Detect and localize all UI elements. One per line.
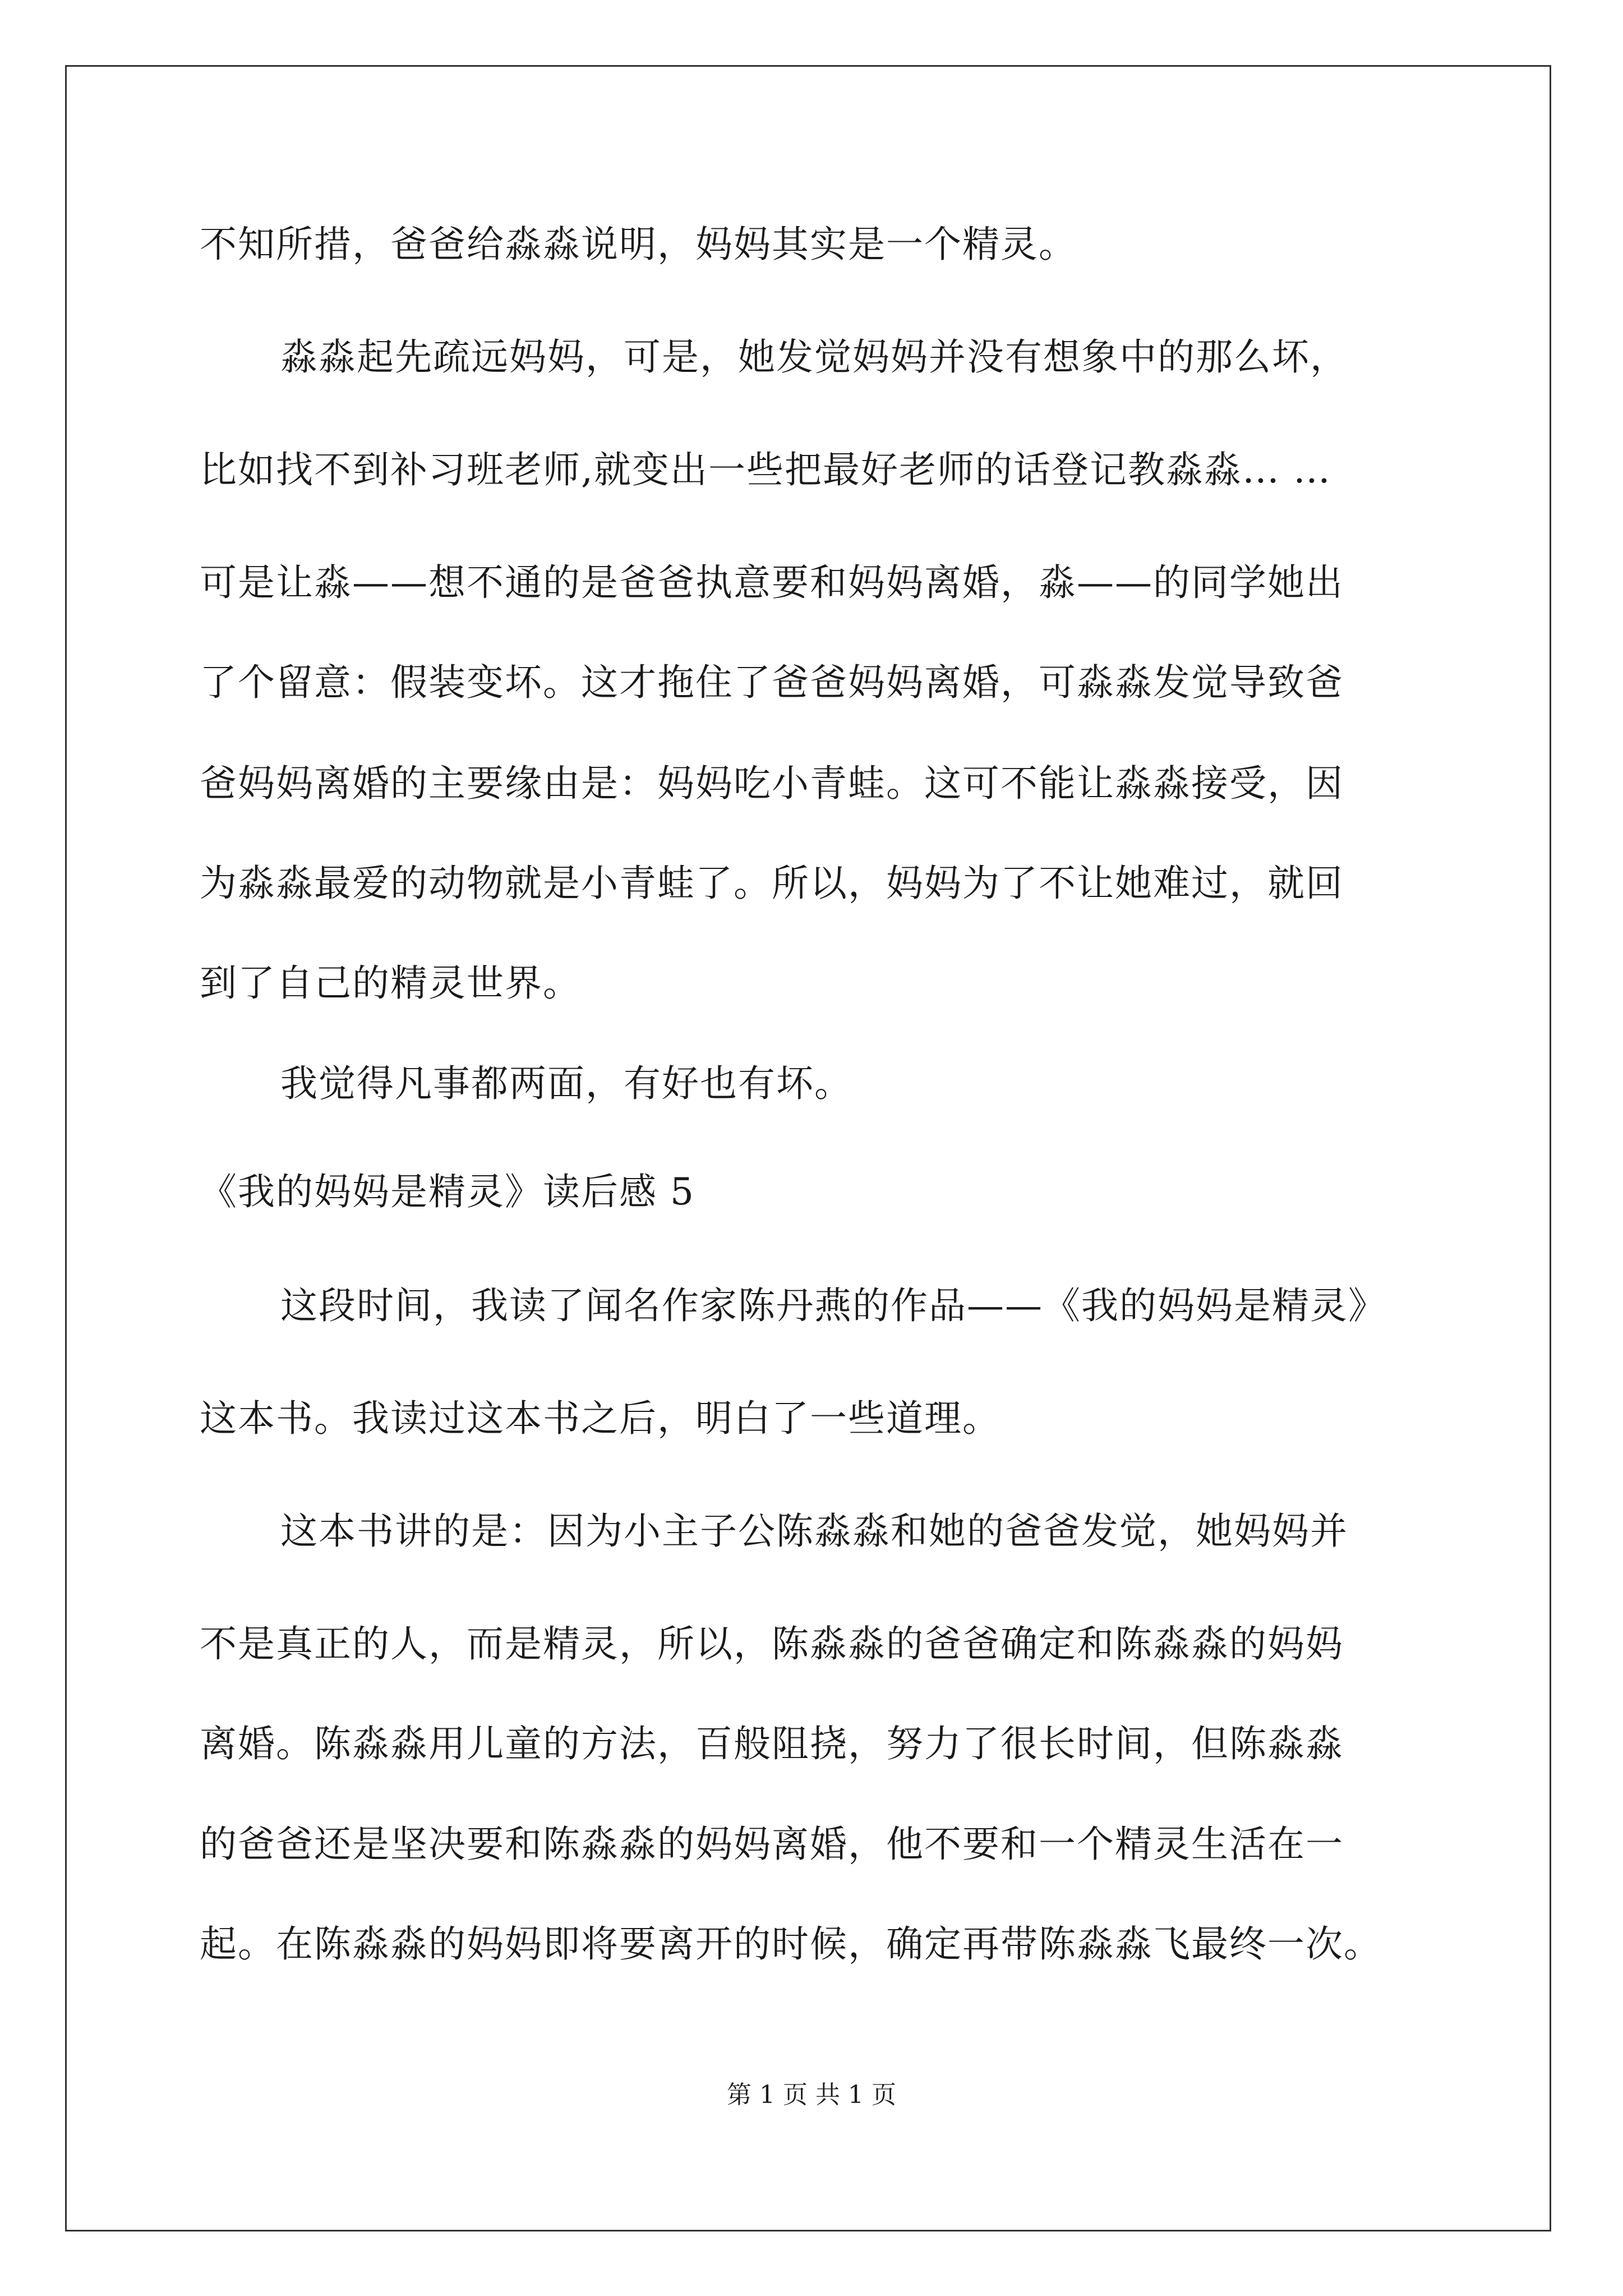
text-line: 了个留意：假装变坏。这才拖住了爸爸妈妈离婚，可淼淼发觉导致爸 [200,661,1344,704]
text-line: 为淼淼最爱的动物就是小青蛙了。所以，妈妈为了不让她难过，就回 [200,862,1344,905]
text-line: 到了自己的精灵世界。 [200,961,581,1005]
text-line: 不知所措，爸爸给淼淼说明，妈妈其实是一个精灵。 [200,223,1077,266]
text-line: 这本书。我读过这本书之后，明白了一些道理。 [200,1397,1000,1440]
paragraph-start-line: 这本书讲的是：因为小主子公陈淼淼和她的爸爸发觉，她妈妈并 [280,1510,1348,1553]
text-line: 比如找不到补习班老师,就变出一些把最好老师的话登记教淼淼… … [200,448,1331,491]
text-line: 离婚。陈淼淼用儿童的方法，百般阻挠，努力了很长时间，但陈淼淼 [200,1722,1344,1765]
text-line: 可是让淼——想不通的是爸爸执意要和妈妈离婚，淼——的同学她出 [200,561,1344,604]
text-line: 起。在陈淼淼的妈妈即将要离开的时候，确定再带陈淼淼飞最终一次。 [200,1922,1382,1966]
text-line: 的爸爸还是坚决要和陈淼淼的妈妈离婚，他不要和一个精灵生活在一 [200,1823,1344,1866]
text-line: 爸妈妈离婚的主要缘由是：妈妈吃小青蛙。这可不能让淼淼接受，因 [200,762,1344,805]
page-border [65,65,1551,2231]
page-footer: 第 1 页 共 1 页 [727,2081,896,2109]
paragraph-start-line: 我觉得凡事都两面，有好也有坏。 [280,1062,852,1105]
text-line: 不是真正的人，而是精灵，所以，陈淼淼的爸爸确定和陈淼淼的妈妈 [200,1622,1344,1665]
paragraph-start-line: 淼淼起先疏远妈妈，可是，她发觉妈妈并没有想象中的那么坏， [280,335,1348,379]
section-heading: 《我的妈妈是精灵》读后感 5 [200,1170,695,1213]
paragraph-start-line: 这段时间，我读了闻名作家陈丹燕的作品——《我的妈妈是精灵》 [280,1284,1386,1327]
